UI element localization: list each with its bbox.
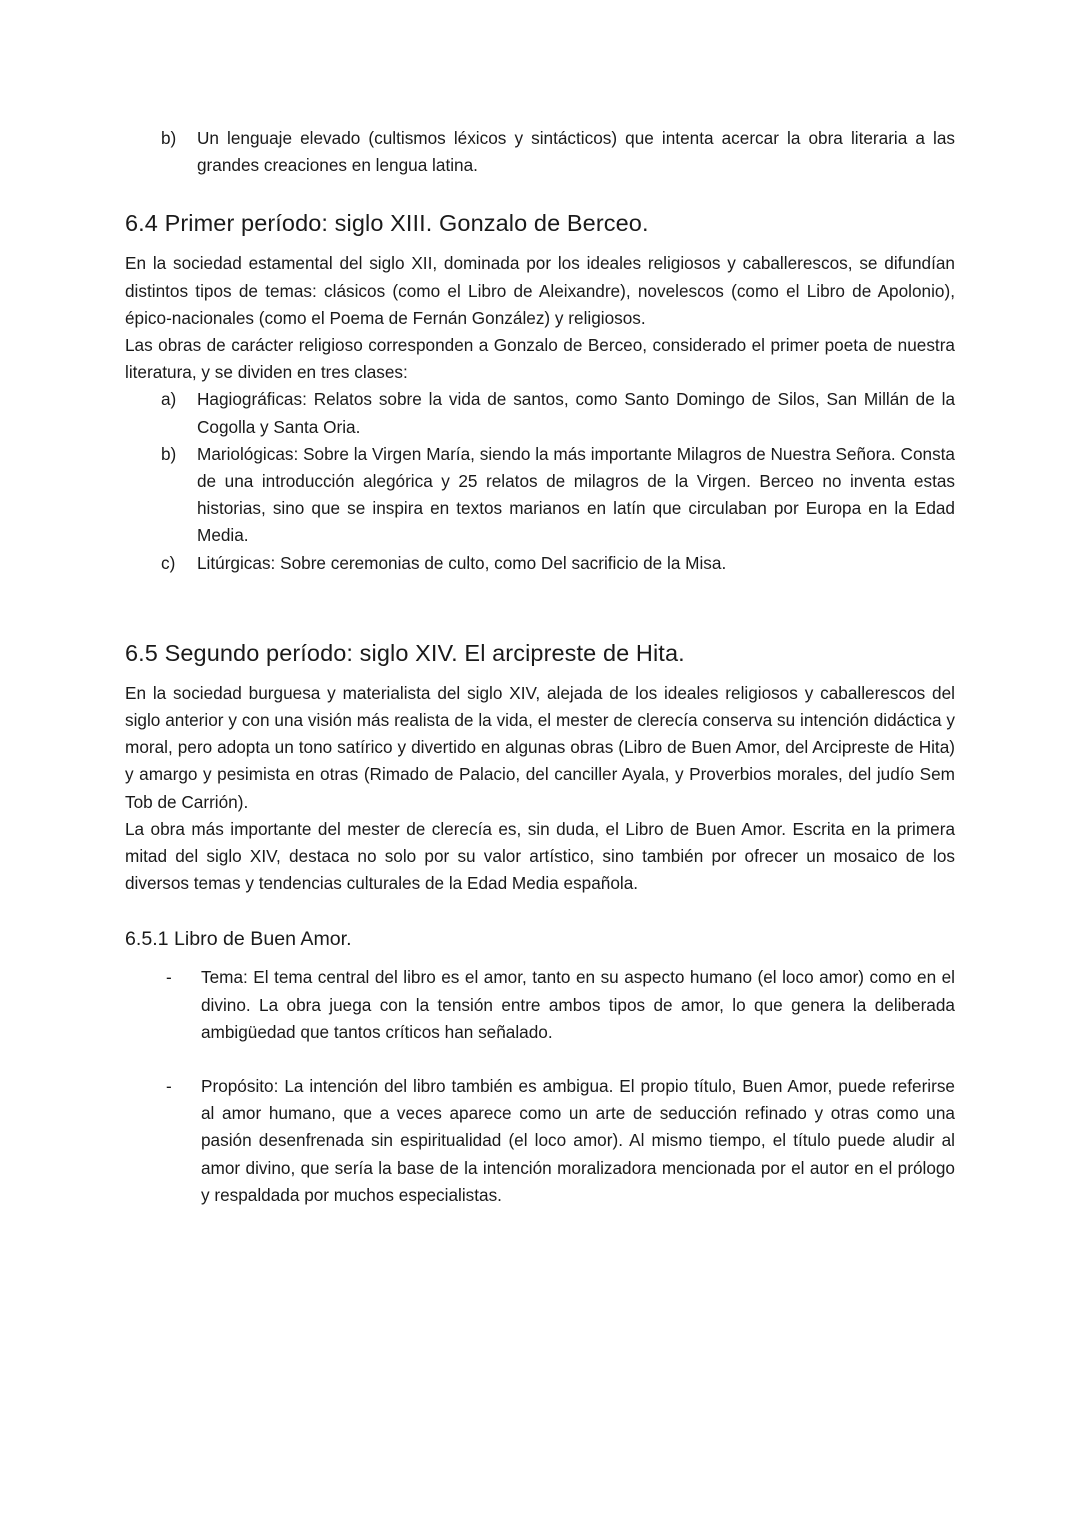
list-item-text: Litúrgicas: Sobre ceremonias de culto, como Del sacrificio de la Misa. (197, 552, 727, 573)
intro-lettered-list (125, 125, 955, 179)
list-item-text: Un lenguaje elevado (cultismos léxicos y sintácticos) que intenta acercar la obra literaria a las grandes creaciones en lengua latina. (197, 128, 955, 176)
heading-section-6-5: 6.5 Segundo período: siglo XIV. El arcipreste de Hita. (125, 639, 685, 666)
spacer (125, 179, 955, 207)
paragraph-6-4-2: Las obras de carácter religioso corresponden a Gonzalo de Berceo, considerado el primer poeta de nuestra literatura, y se dividen en tres clases: (125, 335, 955, 383)
list-item (125, 550, 955, 577)
paragraph-6-5-2: La obra más importante del mester de clerecía es, sin duda, el Libro de Buen Amor. Escrita en la primera mitad del siglo XIV, destaca no solo por su valor artístico, sino también por ofrecer un mosaico de los diversos temas y tendencias culturales de la Edad Media española. (125, 818, 955, 894)
list-marker: - (166, 967, 172, 988)
spacer (125, 240, 955, 250)
list-item-text: Mariológicas: Sobre la Virgen María, siendo la más importante Milagros de Nuestra Señora. Consta de una introducción alegórica y 25 relatos de milagros de la Virgen. Berceo no inventa estas historias, sino que se inspira en textos marianos en latín que circulaban por Europa en la Edad Media. (197, 443, 955, 546)
list-item-text: Tema: El tema central del libro es el amor, tanto en su aspecto humano (el loco amor) como en el divino. La obra juega con la tensión entre ambos tipos de amor, lo que genera la deliberada ambigüedad que tantos críticos han señalado. (201, 967, 955, 1042)
heading-section-6-5-1: 6.5.1 Libro de Buen Amor. (125, 928, 352, 951)
list-item-text: Propósito: La intención del libro también es ambigua. El propio título, Buen Amor, puede referirse al amor humano, que a veces aparece como un arte de seducción refinado y otras como una pasión desenfrenada sin espiritualidad (el loco amor). Al mismo tiempo, el título puede aludir al amor divino, que sería la base de la intención moralizadora mencionada por el autor en el prólogo y respaldada por muchos especialistas. (201, 1076, 955, 1205)
heading-section-6-4: 6.4 Primer período: siglo XIII. Gonzalo de Berceo. (125, 210, 649, 237)
list-marker: b) (161, 128, 177, 148)
spacer (125, 670, 955, 680)
page-content (125, 125, 955, 1209)
list-item (125, 386, 955, 440)
paragraph-6-4-1: En la sociedad estamental del siglo XII, dominada por los ideales religiosos y caballerescos, se difundían distintos tipos de temas: clásicos (como el Libro de Aleixandre), novelescos (como el Libro de Apolonio), épico-nacionales (como el Poema de Fernán González) y religiosos. (125, 253, 955, 328)
list-marker: c) (161, 552, 176, 573)
list-item (125, 441, 955, 550)
list-item (125, 125, 955, 179)
list-marker: a) (161, 389, 177, 410)
spacer (125, 897, 955, 925)
section-6-5-1-dash-list (125, 964, 955, 1209)
list-marker: b) (161, 443, 177, 464)
paragraph-6-5-1: En la sociedad burguesa y materialista del siglo XIV, alejada de los ideales religiosos y caballerescos del siglo anterior y con una visión más realista de la vida, el mester de clerecía conserva su intención didáctica y moral, pero adopta un tono satírico y divertido en algunas obras (Libro de Buen Amor, del Arcipreste de Hita) y amargo y pesimista en otras (Rimado de Palacio, del canciller Ayala, y Proverbios morales, del judío Sem Tob de Carrión). (125, 682, 955, 812)
list-item (125, 964, 955, 1046)
list-item-text: Hagiográficas: Relatos sobre la vida de santos, como Santo Domingo de Silos, San Millán de la Cogolla y Santa Oria. (197, 389, 955, 437)
spacer (125, 577, 955, 637)
list-marker: - (166, 1076, 172, 1097)
section-6-4-lettered-list (125, 386, 955, 576)
list-item (125, 1073, 955, 1209)
spacer (125, 954, 955, 964)
spacer (125, 1046, 955, 1073)
